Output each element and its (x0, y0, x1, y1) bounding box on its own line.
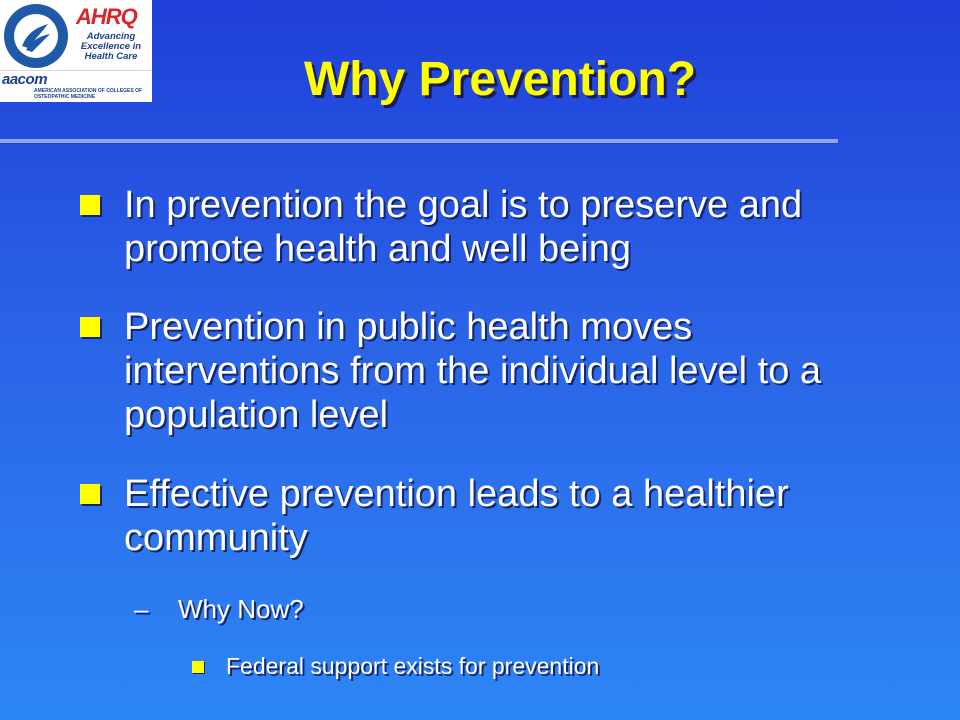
bullet-square-icon (80, 195, 100, 215)
bullet-text: Prevention in public health moves interventions from the individual level to a population level (124, 306, 822, 436)
bullet-square-icon (80, 317, 100, 337)
sub-bullet-dash: – (134, 594, 149, 624)
slide-title: Why Prevention? (303, 53, 697, 106)
ahrq-name: AHRQ (76, 4, 137, 29)
sub-sub-bullet-square-icon (192, 661, 204, 673)
sub-sub-bullet-text: Federal support exists for prevention (226, 653, 600, 679)
bullet-square-icon (80, 484, 100, 504)
aacom-full-name: AMERICAN ASSOCIATION OF COLLEGES OF OSTEOPATHIC MEDICINE (34, 88, 143, 100)
bullet-text: In prevention the goal is to preserve and promote health and well being (124, 184, 803, 270)
bullet-text: Effective prevention leads to a healthier community (124, 473, 789, 559)
ahrq-tagline: Advancing Excellence in Health Care (80, 31, 142, 62)
aacom-name: aacom (2, 71, 48, 88)
sub-bullet-text: Why Now? (178, 594, 304, 624)
